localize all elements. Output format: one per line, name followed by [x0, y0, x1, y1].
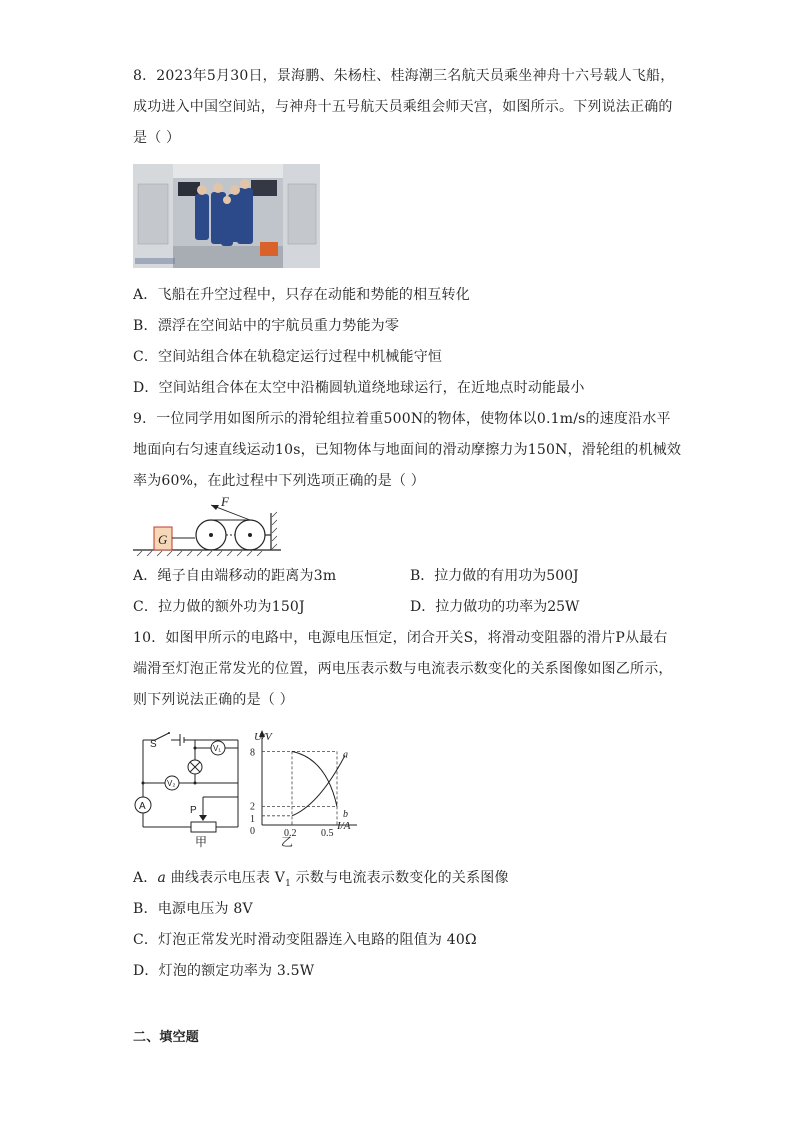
q8-stem-line3: 是（ ） — [133, 130, 181, 146]
q9-stem-line2: 地面向右匀速直线运动10s，已知物体与地面间的滑动摩擦力为150N，滑轮组的机械效 — [133, 442, 682, 458]
q10-option-a-text1: 曲线表示电压表 V — [166, 870, 286, 886]
curve-b — [292, 751, 337, 806]
q8-stem-line1: 8．2023年5月30日，景海鹏、朱杨柱、桂海潮三名航天员乘坐神舟十六号载人飞船， — [133, 68, 675, 84]
ammeter-label: A — [139, 801, 146, 812]
q10-option-a-prefix: A． — [133, 870, 158, 886]
graph-caption: 乙 — [281, 835, 294, 849]
force-label: F — [221, 495, 229, 509]
y-tick-label: 2 — [250, 801, 255, 813]
section-title: 二、填空题 — [133, 1030, 200, 1045]
q10-stem-line1: 10．如图甲所示的电路中，电源电压恒定，闭合开关S，将滑动变阻器的滑片P从最右 — [133, 630, 668, 646]
q9-option-c: C．拉力做的额外功为150J — [133, 599, 305, 615]
curve-a-label: a — [343, 749, 348, 761]
switch-label: S — [150, 739, 157, 750]
block-label: G — [158, 532, 168, 547]
x-tick-label: 0.2 — [284, 828, 297, 839]
q9-option-a: A．绳子自由端移动的距离为3m — [133, 568, 337, 584]
q8-option-b: B．漂浮在空间站中的宇航员重力势能为零 — [133, 318, 400, 334]
q9-option-d: D．拉力做功的功率为25W — [410, 599, 580, 615]
voltmeter-v2-label: V₂ — [167, 779, 176, 788]
slider-label: P — [190, 805, 197, 816]
q8-option-d: D．空间站组合体在太空中沿椭圆轨道绕地球运行，在近地点时动能最小 — [133, 380, 585, 396]
q10-option-b: B．电源电压为 8V — [133, 901, 253, 917]
q9-stem-line1: 9．一位同学用如图所示的滑轮组拉着重500N的物体，使物体以0.1m/s的速度沿水平 — [133, 411, 671, 427]
y-tick-label: 1 — [250, 813, 255, 825]
q10-option-c: C．灯泡正常发光时滑动变阻器连入电路的阻值为 40Ω — [133, 932, 477, 948]
y-tick-label: 0 — [250, 826, 255, 837]
circuit-diagram — [133, 725, 248, 850]
curve-b-label: b — [343, 808, 348, 820]
q10-option-a-text2: 示数与电流表示数变化的关系图像 — [291, 870, 509, 886]
graph-xlabel: I/A — [337, 820, 351, 832]
y-tick-label: 8 — [250, 747, 255, 759]
q10-option-d: D．灯泡的额定功率为 3.5W — [133, 963, 315, 979]
circuit-caption: 甲 — [195, 835, 208, 849]
graph-ylabel: U/V — [254, 731, 272, 743]
voltmeter-v1-label: V₁ — [213, 744, 222, 753]
x-tick-label: 0.5 — [321, 828, 334, 839]
q8-stem-line2: 成功进入中国空间站，与神舟十五号航天员乘组会师天宫，如图所示。下列说法正确的 — [133, 99, 673, 115]
q9-option-b: B．拉力做的有用功为500J — [410, 568, 579, 584]
voltage-current-graph — [245, 725, 365, 850]
q10-option-a — [133, 868, 509, 894]
q10-option-a-curve: a — [157, 870, 167, 886]
q10-stem-line3: 则下列说法正确的是（ ） — [133, 692, 294, 708]
space-station-photo — [133, 164, 320, 268]
q10-stem-line2: 端滑至灯泡正常发光的位置，两电压表示数与电流表示数变化的关系图像如图乙所示， — [133, 661, 673, 677]
q9-stem-line3: 率为60%，在此过程中下列选项正确的是（ ） — [133, 473, 425, 489]
q8-option-c: C．空间站组合体在轨稳定运行过程中机械能守恒 — [133, 349, 443, 365]
q8-option-a: A．飞船在升空过程中，只存在动能和势能的相互转化 — [133, 287, 470, 303]
pulley-figure — [133, 495, 283, 557]
q10-option-a-sub: 1 — [285, 878, 292, 889]
